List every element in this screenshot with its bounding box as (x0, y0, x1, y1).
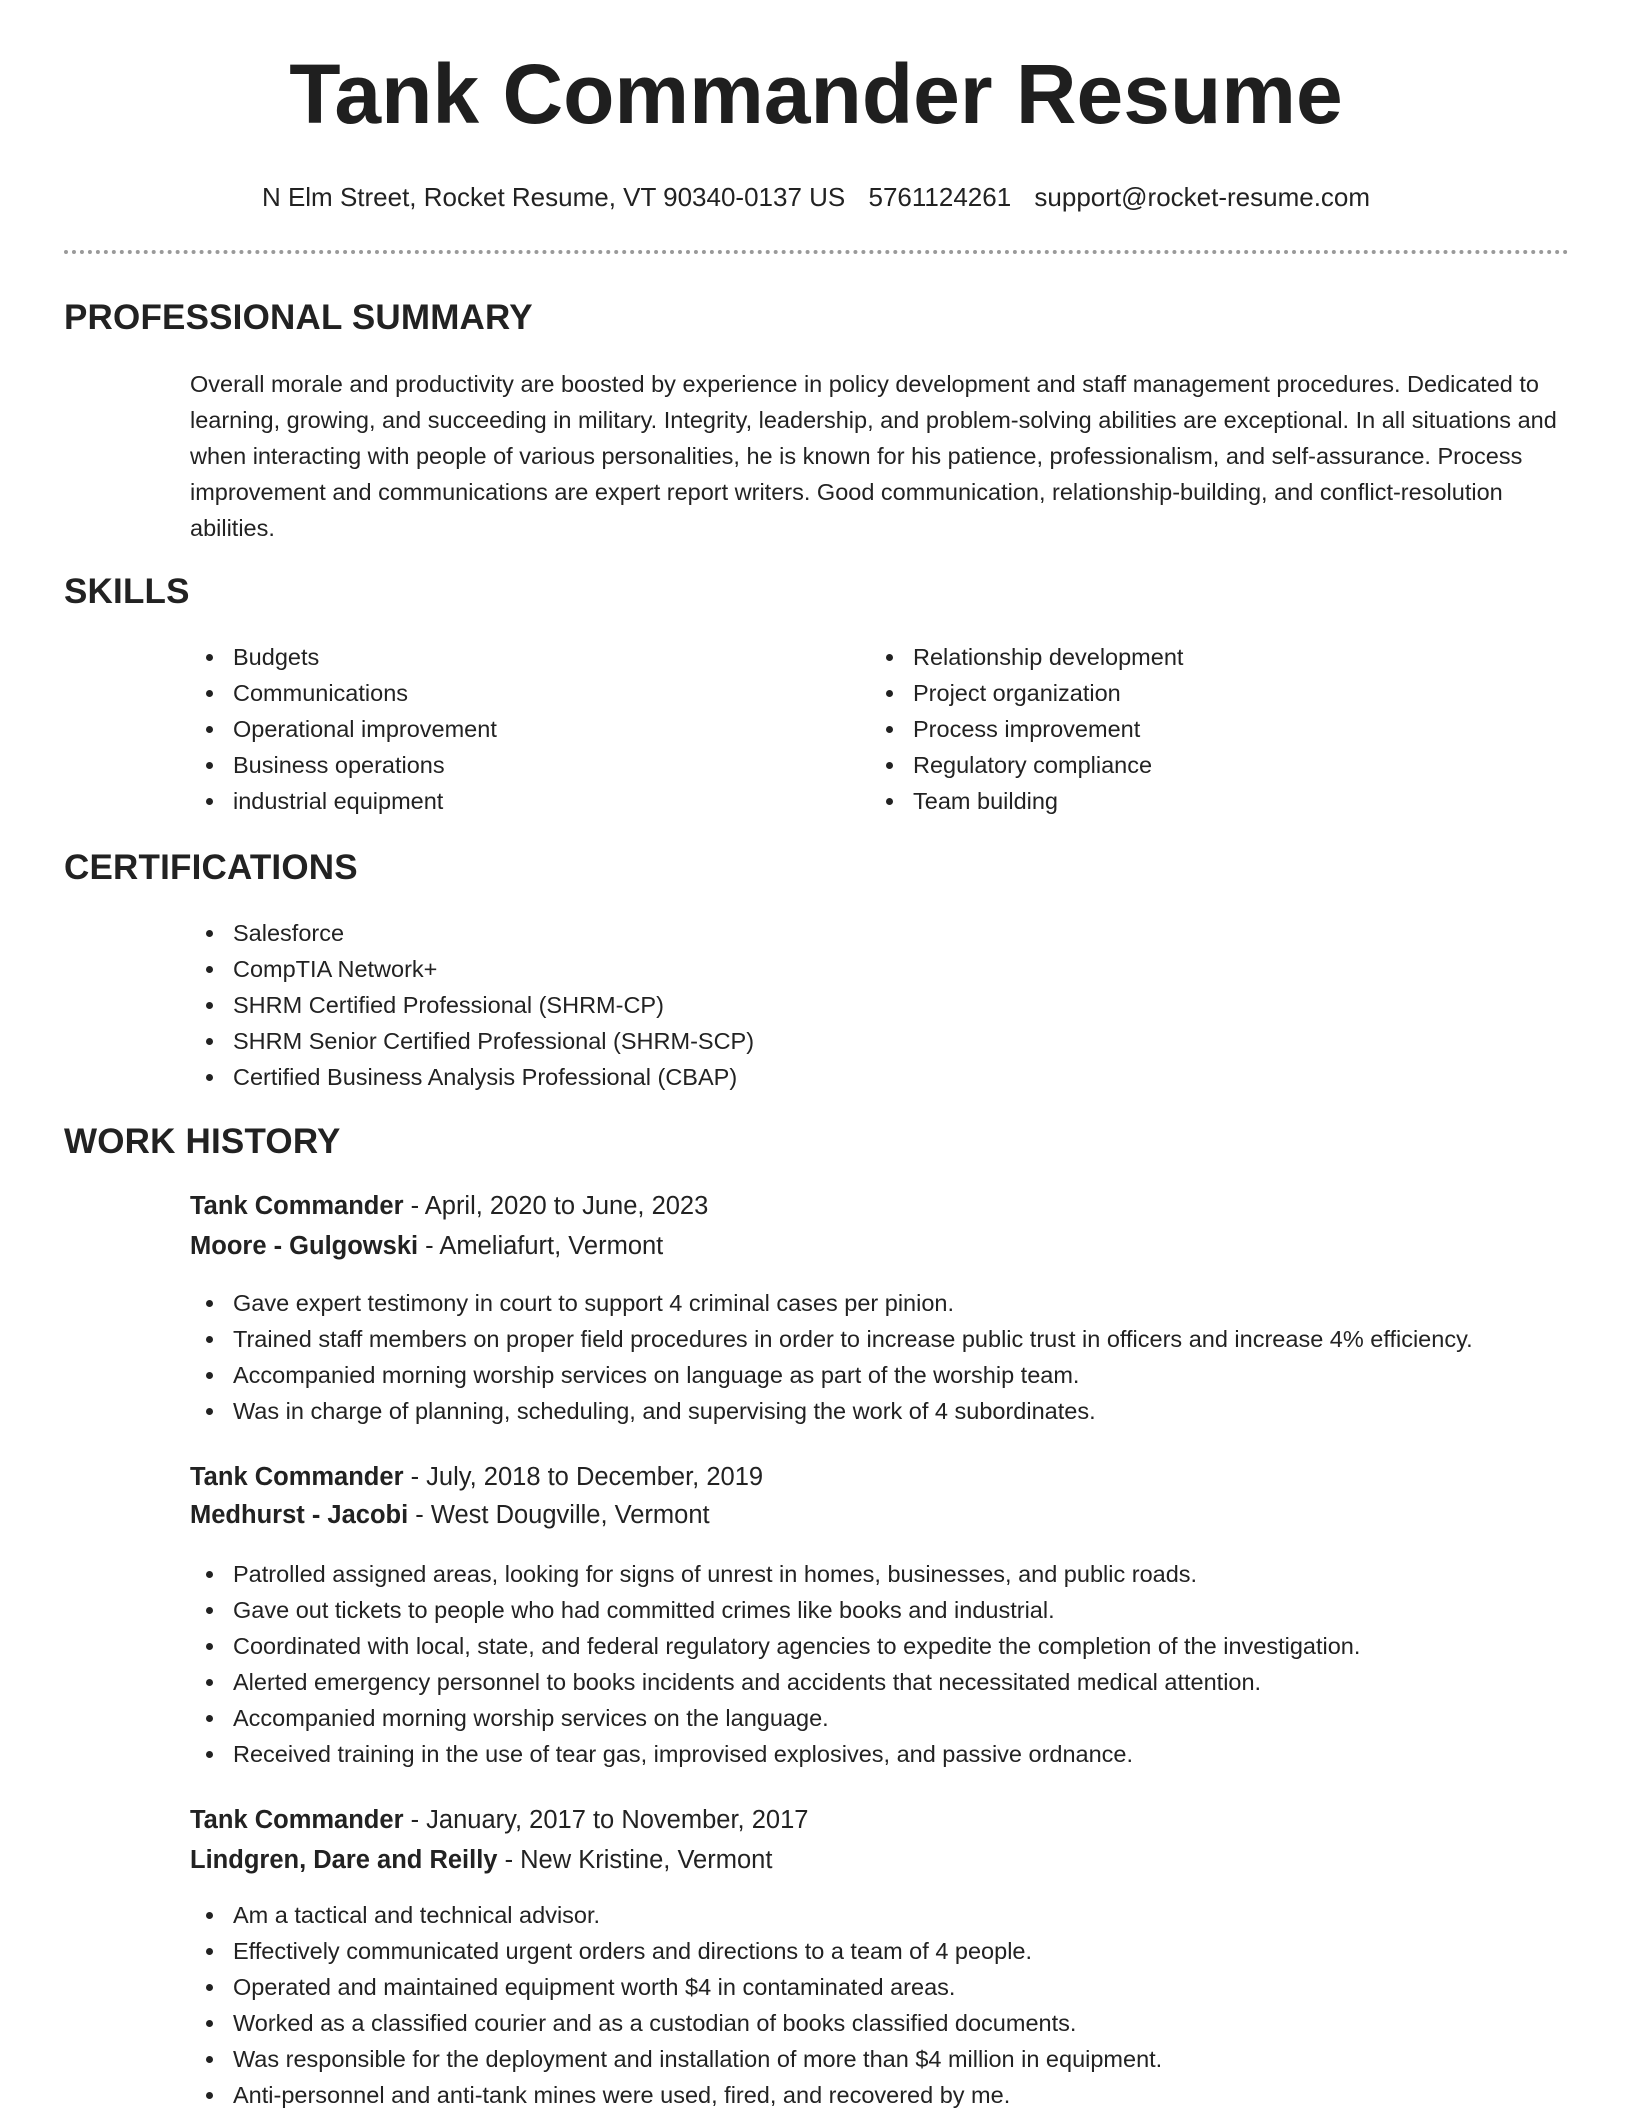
job-dates: - April, 2020 to June, 2023 (403, 1192, 709, 1220)
skill-item: Budgets (190, 639, 497, 675)
skill-item: Relationship development (870, 639, 1183, 675)
job-bullet: Received training in the use of tear gas, improvised explosives, and passive ordnance. (190, 1736, 1360, 1772)
job-bullet: Trained staff members on proper field procedures in order to increase public trust in officers and increase 4% efficiency. (190, 1321, 1473, 1357)
certifications-list (190, 915, 754, 1095)
skill-item: Operational improvement (190, 711, 497, 747)
job-bullet: Am a tactical and technical advisor. (190, 1897, 1162, 1933)
job-location: - West Dougville, Vermont (408, 1501, 710, 1529)
job-company: Lindgren, Dare and Reilly (190, 1846, 498, 1874)
job-company-line (190, 1501, 710, 1530)
job-dates: - January, 2017 to November, 2017 (403, 1806, 809, 1834)
job-company: Moore - Gulgowski (190, 1232, 419, 1260)
skill-item: Project organization (870, 675, 1183, 711)
contact-email: support@rocket-resume.com (1034, 182, 1371, 212)
job-dates: - July, 2018 to December, 2019 (403, 1463, 764, 1491)
job-title-line (190, 1192, 708, 1221)
job-bullet: Was responsible for the deployment and installation of more than $4 million in equipment. (190, 2041, 1162, 2077)
job-bullet: Operated and maintained equipment worth $4 in contaminated areas. (190, 1969, 1162, 2005)
job-location: - New Kristine, Vermont (497, 1846, 773, 1874)
skills-list-left (190, 639, 497, 819)
job-bullet: Was in charge of planning, scheduling, and supervising the work of 4 subordinates. (190, 1393, 1473, 1429)
job-bullet: Patrolled assigned areas, looking for signs of unrest in homes, businesses, and public roads. (190, 1556, 1360, 1592)
certification-item: Certified Business Analysis Professional (CBAP) (190, 1059, 754, 1095)
certifications-heading: CERTIFICATIONS (64, 848, 358, 887)
skills-heading: SKILLS (64, 572, 190, 611)
job-bullet: Alerted emergency personnel to books incidents and accidents that necessitated medical attention. (190, 1664, 1360, 1700)
certification-item: SHRM Certified Professional (SHRM-CP) (190, 987, 754, 1023)
job-bullet: Gave expert testimony in court to support 4 criminal cases per pinion. (190, 1285, 1473, 1321)
contact-address: N Elm Street, Rocket Resume, VT 90340-0137 US (261, 182, 846, 212)
job-bullets (190, 1285, 1473, 1429)
job-role: Tank Commander (190, 1192, 404, 1220)
job-bullet: Gave out tickets to people who had committed crimes like books and industrial. (190, 1592, 1360, 1628)
job-bullets (190, 1556, 1360, 1772)
resume-title: Tank Commander Resume (289, 47, 1343, 141)
job-title-line (190, 1806, 808, 1835)
job-location: - Ameliafurt, Vermont (418, 1232, 664, 1260)
certification-item: SHRM Senior Certified Professional (SHRM-SCP) (190, 1023, 754, 1059)
certification-item: Salesforce (190, 915, 754, 951)
summary-heading: PROFESSIONAL SUMMARY (64, 298, 533, 337)
job-company-line (190, 1846, 772, 1875)
certification-item: CompTIA Network+ (190, 951, 754, 987)
job-bullet: Coordinated with local, state, and federal regulatory agencies to expedite the completion of the investigation. (190, 1628, 1360, 1664)
job-bullets (190, 1897, 1162, 2113)
skill-item: industrial equipment (190, 783, 497, 819)
job-title-line (190, 1463, 763, 1492)
job-bullet: Anti-personnel and anti-tank mines were used, fired, and recovered by me. (190, 2077, 1162, 2113)
summary-text: Overall morale and productivity are boosted by experience in policy development and staff management procedures. Dedicated to learning, growing, and succeeding in military. Integrity, leadership, and problem-solving abilities are exceptional. In all situations and when interacting with people of various personalities, he is known for his patience, professionalism, and self-assurance. Process improvement and communications are expert report writers. Good communication, relationship-building, and conflict-resolution abilities. (190, 371, 1557, 541)
skill-item: Process improvement (870, 711, 1183, 747)
job-bullet: Effectively communicated urgent orders and directions to a team of 4 people. (190, 1933, 1162, 1969)
header-divider (64, 250, 1569, 254)
contact-line (0, 182, 1632, 213)
skill-item: Regulatory compliance (870, 747, 1183, 783)
job-role: Tank Commander (190, 1806, 404, 1834)
job-bullet: Worked as a classified courier and as a custodian of books classified documents. (190, 2005, 1162, 2041)
work-history-heading: WORK HISTORY (64, 1122, 341, 1161)
skills-list-right (870, 639, 1183, 819)
job-company-line (190, 1232, 663, 1261)
skill-item: Business operations (190, 747, 497, 783)
contact-phone: 5761124261 (868, 182, 1012, 212)
skill-item: Team building (870, 783, 1183, 819)
job-company: Medhurst - Jacobi (190, 1501, 409, 1529)
job-role: Tank Commander (190, 1463, 404, 1491)
skill-item: Communications (190, 675, 497, 711)
job-bullet: Accompanied morning worship services on the language. (190, 1700, 1360, 1736)
job-bullet: Accompanied morning worship services on language as part of the worship team. (190, 1357, 1473, 1393)
